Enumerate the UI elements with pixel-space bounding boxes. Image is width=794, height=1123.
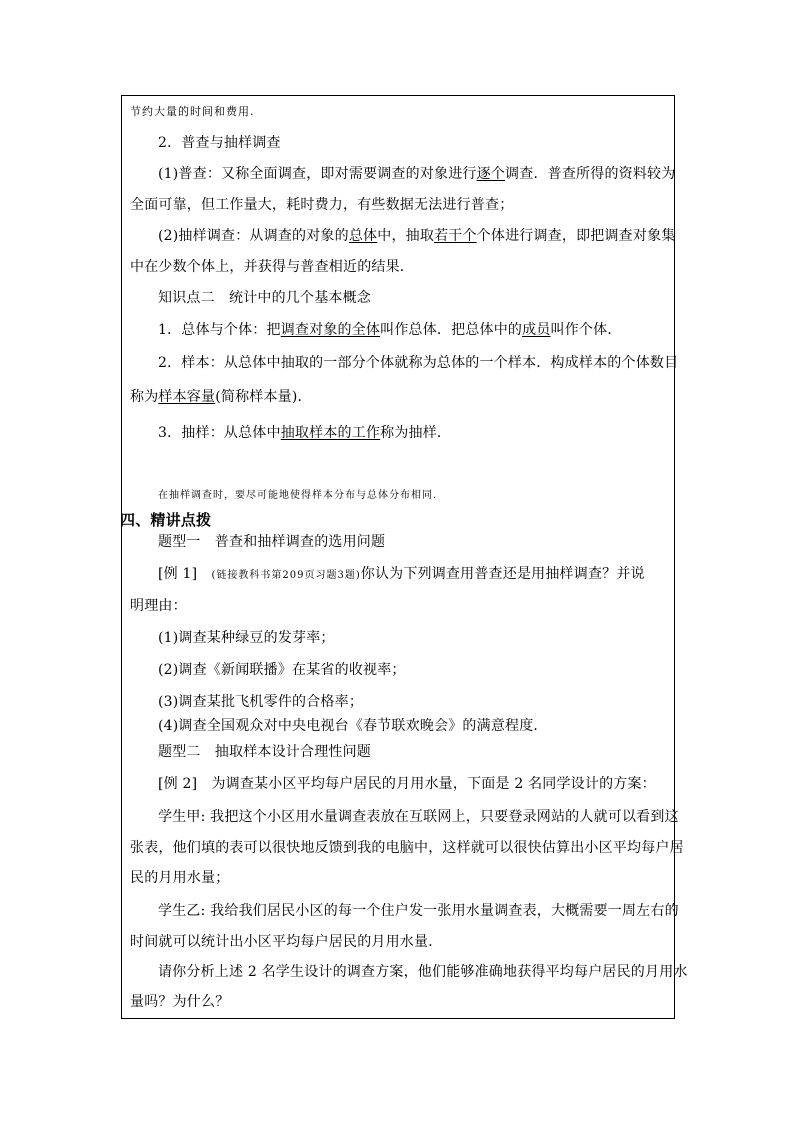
text-line: (1)普查：又称全面调查，即对需要调查的对象进行逐个调查．普查所得的资料较为: [158, 166, 676, 182]
underlined-term: 调查对象的全体: [280, 322, 381, 338]
text-line: 请你分析上述 2 名学生设计的调查方案，他们能够准确地获得平均每户居民的月用水: [158, 964, 688, 980]
question-item: (3)调查某批飞机零件的合格率；: [158, 694, 364, 710]
text-line: 2．样本：从总体中抽取的一部分个体就称为总体的一个样本．构成样本的个体数目: [158, 355, 679, 371]
question-item: (1)调查某种绿豆的发芽率；: [158, 630, 335, 646]
knowledge-point-heading: 知识点二 统计中的几个基本概念: [158, 290, 371, 306]
underlined-term: 逐个: [476, 166, 506, 182]
example-line: [例 1] (链接教科书第209页习题3题)你认为下列调查用普查还是用抽样调查？并说: [158, 566, 645, 582]
textbook-reference: (链接教科书第209页习题3题): [211, 570, 361, 581]
note-line: 在抽样调查时，要尽可能地使得样本分布与总体分布相同.: [158, 490, 438, 501]
text-line: 学生乙: 我给我们居民小区的每一个住户发一张用水量调查表，大概需要一周左右的: [158, 903, 679, 919]
question-type-heading: 题型一 普查和抽样调查的选用问题: [158, 534, 386, 550]
section-heading: 四、精讲点拨: [120, 511, 212, 529]
underlined-term: 总体: [348, 228, 378, 244]
subsection-heading: 2．普查与抽样调查: [158, 135, 281, 151]
text-line: 3．抽样：从总体中抽取样本的工作称为抽样．: [158, 425, 452, 441]
text-line: 节约大量的时间和费用.: [130, 105, 255, 118]
question-type-heading: 题型二 抽取样本设计合理性问题: [158, 744, 371, 760]
content-frame: [120, 95, 688, 1019]
text-line: 张表，他们填的表可以很快地反馈到我的电脑中，这样就可以很快估算出小区平均每户居: [130, 840, 684, 856]
example-line: [例 2] 为调查某小区平均每户居民的月用水量，下面是 2 名同学设计的方案：: [158, 776, 656, 792]
underlined-term: 若干个: [434, 228, 477, 244]
text-line: 民的月用水量；: [130, 870, 230, 886]
text-line: 1．总体与个体：把调查对象的全体叫作总体．把总体中的成员叫作个体．: [158, 322, 622, 338]
text-line: 量吗？为什么？: [130, 994, 230, 1010]
underlined-term: 成员: [522, 322, 551, 338]
underlined-term: 样本容量: [158, 389, 216, 405]
text-line: 全面可靠，但工作量大，耗时费力，有些数据无法进行普查；: [130, 197, 514, 213]
underlined-term: 抽取样本的工作: [280, 425, 381, 441]
text-line: 学生甲: 我把这个小区用水量调查表放在互联网上，只要登录网站的人就可以看到这: [158, 809, 679, 825]
question-item: (2)调查《新闻联播》在某省的收视率；: [158, 662, 406, 678]
text-line: 明理由：: [130, 598, 187, 614]
text-line: 中在少数个体上，并获得与普查相近的结果．: [130, 259, 414, 275]
text-line: 时间就可以统计出小区平均每户居民的月用水量．: [130, 934, 443, 950]
question-item: (4)调查全国观众对中央电视台《春节联欢晚会》的满意程度．: [158, 718, 548, 734]
text-line: (2)抽样调查：从调查的对象的总体中，抽取若干个个体进行调查，即把调查对象集: [158, 228, 676, 244]
text-line: 称为样本容量(简称样本量)．: [130, 389, 312, 405]
